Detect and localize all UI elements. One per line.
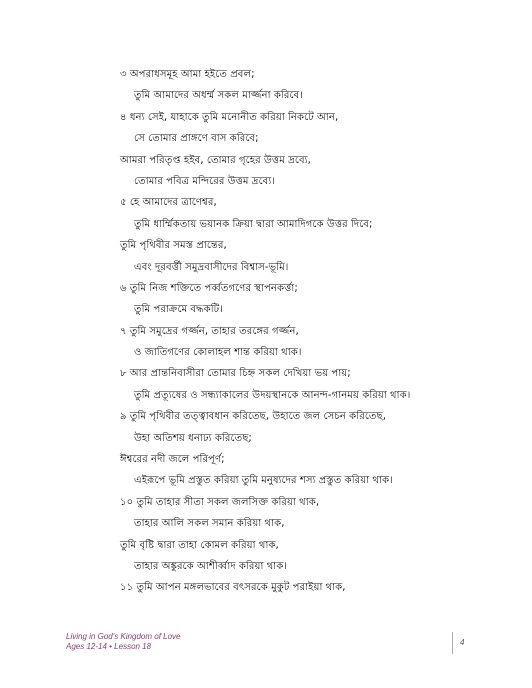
- verse-line: আমরা পরিতৃপ্ত হইব, তোমার গৃহের উত্তম দ্রব্যে,: [120, 154, 311, 166]
- verse-line: ৪ ধন্য সেই, যাহাকে তুমি মনোনীত করিয়া নিকটে আন,: [120, 111, 339, 123]
- verse-line: ৭ তুমি সমুদ্রের গর্জ্জন, তাহার তরঙ্গের গর্জ্জন,: [120, 325, 299, 337]
- verse-line: ৬ তুমি নিজ শক্তিতে পর্ব্বতগণের স্থাপনকর্ত্তা;: [120, 282, 298, 294]
- footer-subtitle: Ages 12-14 • Lesson 18: [66, 642, 152, 651]
- footer-lesson-info: [66, 632, 180, 652]
- verse-line: তাহার আলি সকল সমান করিয়া থাক,: [134, 518, 285, 530]
- verse-line: তুমি আমাদের অধর্ম্ম সকল মার্জ্জনা করিবে।: [134, 90, 303, 102]
- verse-text-block: [120, 64, 490, 599]
- verse-line: ৯ তুমি পৃথিবীর তত্ত্বাবধান করিতেছ, উহাতে জল সেচন করিতেছ,: [120, 411, 386, 423]
- verse-line: এইরূপে ভূমি প্রস্তুত করিয়া তুমি মনুষ্যদের শস্য প্রস্তুত করিয়া থাক।: [134, 475, 393, 487]
- verse-line: সে তোমার প্রাঙ্গণে বাস করিবে;: [134, 133, 259, 145]
- verse-line: তোমার পবিত্র মন্দিরের উত্তম দ্রব্যে।: [134, 175, 275, 187]
- verse-line: ১০ তুমি তাহার সীতা সকল জলসিক্ত করিয়া থাক,: [120, 496, 320, 508]
- verse-line: তুমি পরাক্রমে বদ্ধকটি।: [134, 304, 223, 316]
- verse-line: ১১ তুমি আপন মঙ্গলভাবের বৎসরকে মুকুট পরাইয়া থাক,: [120, 582, 346, 594]
- footer-divider: [452, 632, 453, 654]
- verse-line: উহা অতিশয় ধনাঢ্য করিতেছ;: [134, 432, 252, 444]
- verse-line: তাহার অঙ্কুরকে আশীর্ব্বাদ করিয়া থাক।: [134, 560, 288, 572]
- verse-line: ৫ হে আমাদের ত্রাণেশ্বর,: [120, 197, 217, 209]
- verse-line: তুমি প্রত্যূষের ও সন্ধ্যাকালের উদয়স্থানকে আনন্দ-গানময় করিয়া থাক।: [134, 389, 411, 401]
- verse-line: তুমি ধার্ম্মিকতায় ভয়ানক ক্রিয়া দ্বারা আমাদিগকে উত্তর দিবে;: [134, 218, 373, 230]
- page-number: 4: [460, 638, 465, 647]
- verse-line: তুমি পৃথিবীর সমস্ত প্রান্তের,: [120, 240, 227, 252]
- verse-line: ঈশ্বরের নদী জলে পরিপূর্ণ;: [120, 454, 225, 466]
- verse-line: তুমি বৃষ্টি দ্বারা তাহা কোমল করিয়া থাক,: [120, 539, 279, 551]
- verse-line: ৮ আর প্রান্তনিবাসীরা তোমার চিহ্ন সকল দেখিয়া ভয় পায়;: [120, 368, 351, 380]
- verse-line: ৩ অপরাধসমূহ আমা হইতে প্রবল;: [120, 69, 255, 80]
- verse-line: ও জাতিগণের কোলাহল শান্ত করিয়া থাক।: [134, 347, 302, 359]
- footer-title: Living in God's Kingdom of Love: [66, 632, 181, 641]
- verse-line: এবং দূরবর্ত্তী সমুদ্রবাসীদের বিশ্বাস-ভূমি।: [134, 261, 289, 273]
